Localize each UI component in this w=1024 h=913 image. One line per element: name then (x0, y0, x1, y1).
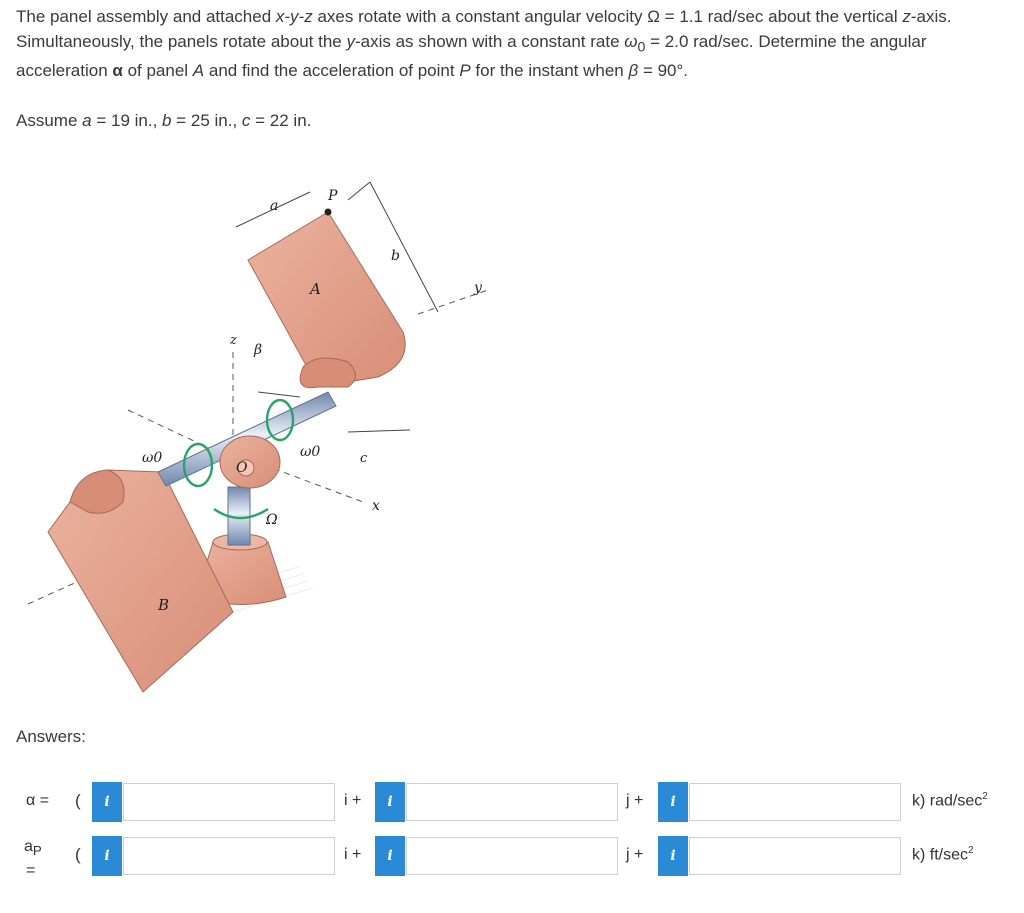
answers-label: Answers: (16, 727, 86, 746)
label-x: x (372, 498, 380, 514)
ap-equals: = (26, 862, 36, 879)
i-separator: i + (344, 846, 362, 863)
open-paren: ( (75, 845, 81, 864)
j-separator: j + (626, 792, 644, 809)
ap-answer-row (0, 834, 1024, 878)
ap-label: $a_P$ (24, 838, 42, 859)
ap-k-info-button[interactable]: i (658, 836, 688, 876)
j-separator: j + (626, 846, 644, 863)
ap-k-input[interactable] (689, 837, 901, 875)
label-b: b (391, 248, 400, 264)
label-panel-a: A (310, 280, 321, 298)
alpha-unit: k) rad/$\sec^2$ (912, 791, 988, 810)
label-omega0-left: ω0 (142, 450, 163, 466)
ap-unit: k) $ft/\sec^2$ (912, 845, 974, 864)
panel-assembly-figure (18, 172, 498, 712)
label-c: c (360, 451, 368, 466)
alpha-j-input[interactable] (406, 783, 618, 821)
label-omega: Ω (266, 512, 278, 528)
alpha-i-input[interactable] (123, 783, 335, 821)
alpha-i-info-button[interactable]: i (92, 782, 122, 822)
label-omega0-right: ω0 (300, 444, 321, 460)
label-z: z (230, 333, 237, 348)
alpha-k-input[interactable] (689, 783, 901, 821)
ap-i-input[interactable] (123, 837, 335, 875)
i-separator: i + (344, 792, 362, 809)
label-y: y (474, 280, 482, 296)
open-paren: ( (75, 791, 81, 810)
label-panel-b: B (158, 596, 170, 614)
ap-j-info-button[interactable]: i (375, 836, 405, 876)
alpha-j-info-button[interactable]: i (375, 782, 405, 822)
label-beta: β (254, 342, 263, 358)
ap-i-info-button[interactable]: i (92, 836, 122, 876)
point-p (325, 209, 332, 216)
alpha-answer-row (0, 780, 1024, 824)
alpha-k-info-button[interactable]: i (658, 782, 688, 822)
assumption-text: Assume a = 19 in., b = 25 in., c = 22 in. (16, 111, 312, 130)
alpha-label: α = (26, 792, 50, 809)
label-o: O (236, 460, 248, 476)
label-p: P (328, 188, 338, 204)
label-a: a (270, 198, 279, 214)
problem-statement: The panel assembly and attached x-y-z axes rotate with a constant angular velocity Ω = 1.1 rad/sec about the vertical z-axis. Simultaneously, the panels rotate about the y-axis as shown with a constant rate $\omega_0 = 2.0$ rad/sec. Determine the angular acceleration α of panel A and find the acceleration of point P for the instant when β = 90°. (16, 7, 952, 81)
ap-j-input[interactable] (406, 837, 618, 875)
